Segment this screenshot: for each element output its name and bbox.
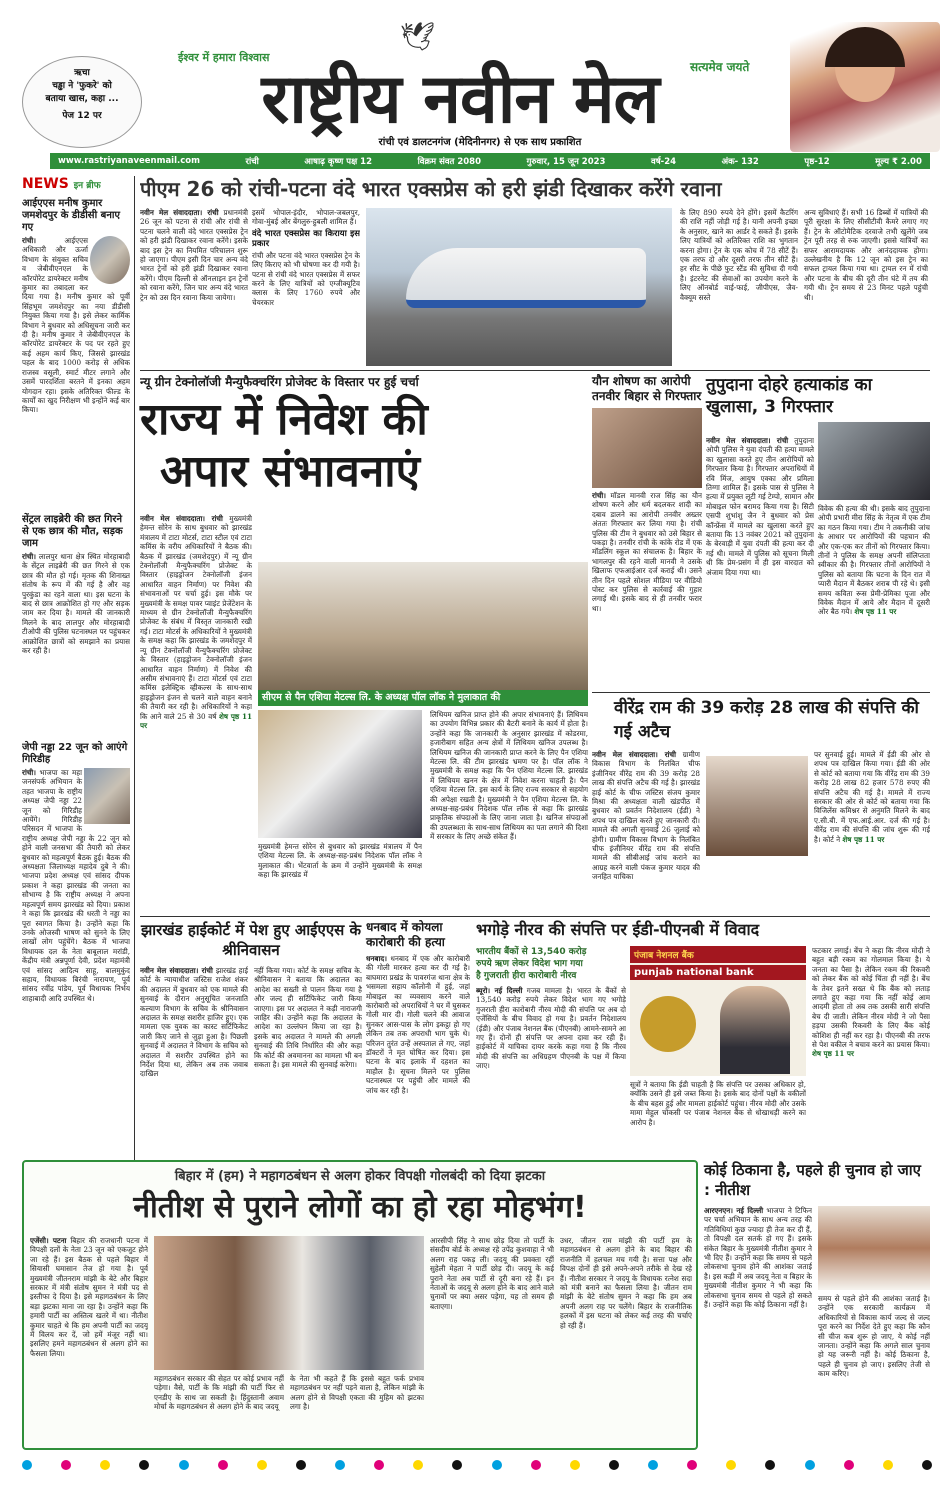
tanveer-body: रांची। मॉडल मानवी राज सिंह का यौन शोषण करने और धर्म बदलकर शादी का दबाव डालने का आरोपी तनवीर अख्तर अंततः गिरफ्तार कर लिया गया है। रांची पुलिस की टीम ने बुधवार को उसे बिहार से पकड़ा है। तनवीर रांची के कांके रोड में एक मॉडलिंग स्कूल का संचालक है। बिहार के भागलपुर की रहने वाली मानवी ने उसके खिलाफ एफआईआर दर्ज कराई थी। उसने तीन दिन पहले सोशल मीडिया पर वीडियो पोस्ट कर पुलिस से कार्रवाई की गुहार लगाई थी। इसके बाद से ही तनवीर फरार था।: [592, 491, 702, 613]
hc-ias-col1: नवीन मेल संवाददाता। रांची झारखंड हाई कोर्ट के न्यायाधीश जस्टिस राजेश शंकर की अदालत में बुधवार को एक मामले की सुनवाई के दौरान अनुसूचित जनजाति कल्याण विभाग के सचिव के श्रीनिवासन अदालत के समक्ष सशरीर हाजिर हुए। एक मामला एक युवक का कास्ट सर्टिफिकेट जारी किए जाने से जुड़ा हुआ है। पिछली सुनवाई में अदालत ने विभाग के सचिव को अदालत में सशरीर उपस्थित होने का निर्देश दिया था, लेकिन अब तक जवाब दाखिल: [140, 966, 248, 1079]
meeting-caption: सीएम से पैन एशिया मेटल्स लि. के अध्यक्ष पॉल लॉक ने मुलाकात की: [258, 690, 588, 706]
tagline-right: सत्यमेव जयते: [690, 60, 750, 74]
nitish-headline: नीतीश से पुराने लोगों का हो रहा मोहभंग!: [133, 1190, 587, 1225]
brief-item[interactable]: [22, 514, 130, 738]
nitish-side-story[interactable]: [704, 1160, 930, 1450]
samvat: विक्रम संवत 2080: [417, 156, 482, 167]
issue-date: गुरुवार, 15 जून 2023: [526, 156, 606, 167]
lead-col4: अन्य सुविधाएं हैं। सभी 16 डिब्बों में यात्रियों की पूरी सुरक्षा के लिए सीसीटीवी कैमरे लगाए गए हैं। ट्रेन के ऑटोमैटिक दरवाजे तभी खुलेंगे जब ट्रेन पूरी तरह से रुक जाएगी। इससे यात्रियों का सफर आरामदायक और आनंददायक होगा। उल्लेखनीय है कि 12 जून को इस ट्रेन का सफल ट्रायल किया गया था। ट्रायल रन में रांची और पटना के बीच की दूरी तीन घंटे में तय की गयी थी। ट्रेन समय से 23 मिनट पहले पहुंची थी।: [804, 208, 928, 302]
lead-story[interactable]: [140, 176, 930, 368]
accused-photo: [818, 422, 930, 500]
nirav-col2: सूत्रों ने बताया कि ईडी चाहती है कि संपत्ति पर उसका अधिकार हो, क्योंकि उसने ही इसे जब्त किया है। इसके बाद दोनों पक्षों के वकीलों के बीच बहस हुई और मामला हाईकोर्ट पहुंचा। नीरव मोदी और उसके मामा मेहुल चोकसी पर पंजाब नेशनल बैंक से धोखाधड़ी करने का आरोप है।: [630, 1080, 806, 1127]
price: मूल्य ₹ 2.00: [875, 156, 922, 167]
nitish-side-col2: समय से पहले होने की आशंका जताई है। उन्होंने एक सरकारी कार्यक्रम में अधिकारियों से विकास कार्य जल्द से जल्द पूरा करने का निर्देश देते हुए कहा कि कौन सी चीज कब शुरू हो जाए, ये कोई नहीं जानता। उन्होंने कहा कि अगले साल चुनाव हो यह जरूरी नहीं है। कोई ठिकाना है, पहले ही चुनाव हो जाए। इसलिए तेजी से काम करिए।: [818, 1294, 930, 1379]
tupudana-headline: तुपुदाना दोहरे हत्याकांड का खुलासा, 3 गिरफ्तार: [706, 375, 873, 417]
page-count: पृष्ठ-12: [804, 156, 830, 167]
nitish-side-photo: [818, 1206, 930, 1290]
nitish-col4: आरसीपी सिंह ने साथ छोड़ दिया तो पार्टी के संसदीय बोर्ड के अध्यक्ष रहे उपेंद्र कुशवाहा ने भी अलग राह पकड़ ली। जदयू की प्रवक्ता रहीं सुहेली मेहता ने पार्टी छोड़ दी। जदयू के कई पुराने नेता अब पार्टी से दूरी बना रहे हैं। इन नेताओं के जदयू से अलग होने के बाद आने वाले चुनावों पर क्या असर पड़ेगा, यह तो समय ही बताएगा।: [430, 1236, 554, 1311]
teaser-name: ऋचा: [74, 68, 90, 78]
pnb-sign: punjab national bank: [630, 965, 806, 980]
investment-headline-1: राज्य में निवेश की: [140, 394, 428, 445]
pnb-hindi-sign: पंजाब नेशनल बैंक: [630, 946, 806, 963]
virendra-story[interactable]: [592, 696, 930, 912]
meeting-photo: [258, 562, 588, 690]
lead-col3: के लिए 890 रुपये देने होंगे। इसमें कैटरिंग की राशि नहीं जोड़ी गई है। यानी अपनी इच्छा के अनुसार, खाने का आर्डर दे सकते हैं। इसके लिए यात्रियों को अतिरिक्त राशि का भुगतान करना होगा। ट्रेन के एक कोच में 78 सीटें हैं। एक तरफ दो और दूसरी तरफ तीन सीटें हैं। हर सीट के पीछे फुट स्टैंड की सुविधा दी गयी है। इंटरनेट की सेवाओं का उपयोग करने के लिए ऑनबोर्ड वाई-फाई, जीपीएस, जैव-वैक्यूम सस्ते: [680, 208, 798, 302]
edition-city: रांची: [245, 156, 259, 167]
handshake-photo: [258, 710, 422, 838]
dhanbad-body: धनबाद। धनबाद में एक और कारोबारी की गोली मारकर हत्या कर दी गई है। बाघमारा प्रखंड के पावरगंज थाना क्षेत्र के भसमला सहाय कॉलोनी में हुई, जहां मोबाइल का व्यवसाय करने वाले कारोबारी को अपराधियों ने घर में घुसकर गोली मार दी। गोली चलने की आवाज सुनकर आस-पास के लोग इकट्ठा हो गए लेकिन तब तक अपराधी भाग चुके थे। परिजन तुरंत उन्हें अस्पताल ले गए, जहां डॉक्टरों ने मृत घोषित कर दिया। इस घटना के बाद इलाके में दहशत का माहौल है। सूचना मिलने पर पुलिस घटनास्थल पर पहुंची और मामले की जांच कर रही है।: [366, 954, 470, 1095]
tupudana-story[interactable]: [706, 374, 930, 690]
tanveer-photo: [592, 408, 702, 488]
brief-item[interactable]: [22, 198, 130, 510]
section-divider: [140, 370, 930, 371]
news-brief-column: [22, 176, 130, 1196]
celebrity-photo: [790, 22, 940, 152]
brief-item[interactable]: [22, 742, 130, 1196]
virendra-photo: [706, 756, 808, 856]
brief-headline: सेंट्रल लाइब्रेरी की छत गिरने से एक छात्र की मौत, सड़क जाम: [22, 514, 123, 549]
nitish-side-headline: कोई ठिकाना है, पहले ही चुनाव हो जाए : नीतीश: [704, 1161, 921, 1199]
tanveer-story[interactable]: [592, 374, 702, 690]
nirav-story[interactable]: [476, 920, 930, 1154]
handshake-caption: मुख्यमंत्री हेमन्त सोरेन से बुधवार को झारखंड मंत्रालय में पैन एशिया मेटल्स लि. के अध्यक्ष-सह-प्रबंध निदेशक पॉल लॉक ने मुलाकात की। भेंटवार्ता के क्रम में उन्होंने मुख्यमंत्री के समक्ष कहा कि झारखंड में: [258, 842, 422, 880]
year-number: वर्ष-24: [651, 156, 677, 167]
tupudana-col1: नवीन मेल संवाददाता। रांची तुपुदाना ओपी पुलिस ने युवा दंपती की हत्या मामले का खुलासा करते हुए तीन आरोपियों को गिरफ्तार किया है। गिरफ्तार अपराधियों में रवि मिंज, आयुष एक्का और प्रमिला तिग्गा शामिल हैं। इसके पास से पुलिस ने हत्या में प्रयुक्त लूटी गई टेम्पो, सामान और मोबाइल फोन बरामद किया गया है। सिटी एसपी शुभांशु जैन ने बुधवार को प्रेस कॉन्फ्रेंस में मामले का खुलासा करते हुए बताया कि 13 नवंबर 2021 को तुपुदाना के बेरवाड़ी में युवा दंपती की हत्या कर दी गई थी। मामले में पुलिस को सूचना मिली थी कि प्रेम-प्रसंग में ही इस वारदात को अंजाम दिया गया था।: [706, 436, 814, 577]
investment-col2: लिथियम खनिज प्राप्त होने की अपार संभावनाएं हैं। लिथियम का उपयोग विभिन्न प्रकार की बैटरी बनाने के कार्य में होता है। उन्होंने कहा कि जानकारी के अनुसार झारखंड में कोडरमा, हजारीबाग सहित अन्य क्षेत्रों में लिथियम खनिज उपलब्ध है। लिथियम खनिज की जानकारी प्राप्त करने के लिए पैन एशिया मेटल्स लि. की टीम झारखंड भ्रमण पर है। पॉल लॉक ने मुख्यमंत्री के समक्ष कहा कि पैन एशिया मेटल्स लि. झारखंड में लिथियम खनन के क्षेत्र में निवेश करना चाहती है। पैन एशिया मेटल्स लि. इस कार्य के लिए राज्य सरकार से सहयोग की अपेक्षा रखती है। मुख्यमंत्री ने पैन एशिया मेटल्स लि. के अध्यक्ष-सह-प्रबंध निदेशक पॉल लॉक से कहा कि झारखंड प्राकृतिक संपदाओं के लिए जाना जाता है। खनिज संपदाओं की उपलब्धता के साथ-साथ लिथियम का पता लगाने की दिशा में सरकार के लिए अच्छे संकेत हैं।: [430, 710, 588, 842]
nirav-kicker: भारतीय बैंकों से 13,540 करोड़ रुपये ऋण लेकर विदेश भाग गया है गुजराती हीरा कारोबारी नीरव: [476, 947, 587, 981]
train-photo: [366, 208, 672, 366]
nitish-col1: एजेंसी। पटना बिहार की राजधानी पटना में विपक्षी दलों के नेता 23 जून को एकजुट होने जा रहे हैं। इस बैठक से पहले बिहार में सियासी घमासान तेज हो गया है। पूर्व मुख्यमंत्री जीतनराम मांझी के बेटे और बिहार सरकार में मंत्री संतोष सुमन ने मंत्री पद से इस्तीफा दे दिया है। इसे महागठबंधन के लिए बड़ा झटका माना जा रहा है। उन्होंने कहा कि हमारी पार्टी का अस्तित्व खतरे में था। नीतीश कुमार चाहते थे कि हम अपनी पार्टी का जदयू में विलय कर दें, जो हमें मंजूर नहीं था। इसलिए हमने महागठबंधन से अलग होने का फैसला लिया।: [30, 1236, 148, 1358]
nitish-col2: महागठबंधन सरकार की सेहत पर कोई प्रभाव नहीं पड़ेगा। वैसे, पार्टी के कि मांझी की पार्टी फिर से एनडीए के साथ जा सकती है। हिंदुस्तानी अवाम मोर्चा के महागठबंधन से अलग होने के बाद जदयू: [154, 1374, 284, 1412]
nirav-col1: ब्यूरो। नई दिल्ली गजब मामला है। भारत के बैंकों से 13,540 करोड़ रुपये लेकर विदेश भाग गए भगोड़े गुजराती हीरा कारोबारी नीरव मोदी की संपत्ति पर अब दो एजेंसियों के बीच विवाद हो गया है। प्रवर्तन निदेशालय (ईडी) और पंजाब नेशनल बैंक (पीएनबी) आमने-सामने आ गए हैं। दोनों ही संपत्ति पर अपना दावा कर रही हैं। हाईकोर्ट में याचिका दायर करके कहा गया है कि नीरव मोदी की संपत्ति का अधिग्रहण पीएनबी के पक्ष में किया जाए।: [476, 986, 626, 1071]
hc-ias-story[interactable]: [140, 920, 362, 1154]
news-brief-label: NEWS इन ब्रीफ: [22, 176, 101, 192]
nitish-col3: के नेता भी कहते हैं कि इससे बहुत फर्क प्रभाव महागठबंधन पर नहीं पड़ने वाला है, लेकिन मांझी के अलग होने से विपक्षी एकता की मुहिम को झटका लगा है।: [290, 1374, 424, 1412]
brief-body: रांची। लालपुर थाना क्षेत्र स्थित मोरहाबादी के सेंट्रल लाइब्रेरी की छत गिरने से एक छात्र की मौत हो गई। मृतक की शिनाख्त संतोष के रूप में की गई है और वह पुरकुंडा का रहने वाला था। इस घटना के बाद से छात्र आक्रोशित हो गए और सड़क जाम कर दिया है। मामले की जानकारी मिलने के बाद लालपुर और मोरहाबादी टीओपी की पुलिस घटनास्थल पर पहुंचकर आक्रोशित छात्रों को समझाने का प्रयास कर रही है।: [22, 552, 130, 656]
tagline-left: ईश्वर में हमारा विश्वास: [178, 51, 270, 64]
nitish-col5: उधर, जीतन राम मांझी की पार्टी हम के महागठबंधन से अलग होने के बाद बिहार की राजनीति में हलचल मच गयी है। सत्ता पक्ष और विपक्ष दोनों ही इसे अपने-अपने तरीके से देख रहे हैं। नीतीश सरकार ने जदयू के विधायक रत्नेश सदा को मंत्री बनाने का फैसला लिया है। जीतन राम मांझी के बेटे संतोष सुमन ने कहा कि हम अब अपनी अलग राह पर चलेंगे। बिहार के राजनीतिक हलकों में इस घटना को लेकर कई तरह की चर्चाएं हो रही हैं।: [560, 1236, 692, 1330]
nirav-col3: फटकार लगाई। बेंच ने कहा कि नीरव मोदी ने बहुत बड़ी रकम का गोलमाल किया है। ये जनता का पैसा है। लेकिन रकम की रिकवरी को लेकर बैंक को कोई चिंता ही नहीं है। बेंच के तेवर इतने सख्त थे कि बैंक को लताड़ लगाते हुए कहा गया कि नहीं कोई आम आदमी होता तो अब तक उसकी सारी संपत्ति बेच दी जाती। लेकिन नीरव मोदी ने जो पैसा हड़पा उसकी रिकवरी के लिए बैंक कोई कोशिश ही नहीं कर रहा है। पीएनबी की तरफ से पेश वकील ने बचाव करने का प्रयास किया। शेष पृष्ठ 11 पर: [812, 946, 930, 1059]
masthead: [0, 0, 945, 152]
teaser-page: पेज 12 पर: [62, 111, 102, 121]
lead-headline: पीएम 26 को रांची-पटना वंदे भारत एक्सप्रेस को हरी झंडी दिखाकर करेंगे रवाना: [140, 177, 722, 201]
brief-headline: आईएएस मनीष कुमार जमशेदपुर के डीडीसी बनाए गए: [22, 198, 121, 233]
info-bar: [50, 153, 930, 169]
nirav-headline: भगोड़े नीरव की संपत्ति पर ईडी-पीएनबी में विवाद: [476, 920, 760, 939]
bird-icon: 🕊: [400, 20, 436, 53]
nitish-story[interactable]: [22, 1160, 698, 1450]
investment-col1: नवीन मेल संवाददाता। रांची मुख्यमंत्री हेमन्त सोरेन के साथ बुधवार को झारखंड मंत्रालय में टाटा मोटर्स, टाटा स्टील एवं टाटा कमिंस के वरीय अधिकारियों ने बैठक की। बैठक में झारखंड (जमशेदपुर) में न्यू ग्रीन टेक्नोलॉजी मैन्युफैक्चरिंग प्रोजेक्ट के विस्तार (हाइड्रोजन टेक्नोलॉजी इंजन आधारित वाहन निर्माण) पर निवेश की संभावनाओं पर चर्चा हुई। इस मौके पर मुख्यमंत्री के समक्ष पावर प्वाइंट प्रेजेंटेशन के माध्यम से ग्रीन टेक्नोलॉजी मैन्युफैक्चरिंग प्रोजेक्ट के संबंध में विस्तृत जानकारी रखी गई। टाटा मोटर्स के अधिकारियों ने मुख्यमंत्री के समक्ष कहा कि झारखंड के जमशेदपुर में न्यू ग्रीन टेक्नोलॉजी मैन्युफैक्चरिंग प्रोजेक्ट के विस्तार (हाइड्रोजन टेक्नोलॉजी इंजन आधारित वाहन निर्माण) में निवेश की असीम संभावनाएं हैं। टाटा मोटर्स एवं टाटा कमिंस इलेक्ट्रिक व्हीकल्स के साथ-साथ हाइड्रोजन इंजन से चलने वाले वाहन बनाने की तैयारी कर रही है। अधिकारियों ने कहा कि आने वाले 25 से 30 वर्ष शेष पृष्ठ 11 पर: [140, 514, 252, 730]
brief-photo: [84, 768, 130, 824]
dhanbad-story[interactable]: [366, 920, 470, 1154]
lead-col2: इसमें भोपाल-इंदौर, भोपाल-जबलपुर, गोवा-मुंबई और बेंगलुरु-हुबली शामिल हैं। वंदे भारत एक्सप्रेस का किराया इस प्रकार रांची और पटना वंदे भारत एक्सप्रेस ट्रेन के लिए किराए को भी घोषणा कर दी गयी है। पटना से रांची वंदे भारत एक्सप्रेस में सफर करने के लिए यात्रियों को एग्जीक्यूटिव क्लास के लिए 1760 रुपये और चेयरकार: [252, 208, 360, 307]
paper-subtitle: रांची एवं डालटनगंज (मेदिनीनगर) से एक साथ प्रकाशित: [378, 137, 582, 148]
virendra-col2: पर सुनवाई हुई। मामले में ईडी की ओर से शपथ पत्र दाखिल किया गया। ईडी की ओर से कोर्ट को बताया गया कि वीरेंद्र राम की 39 करोड़ 28 लाख 82 हजार 578 रुपए की संपत्ति अटैच की गई है। मामले में राज्य सरकार की ओर से कोर्ट को बताया गया कि विजिलेंस कमिश्नर से अनुमति मिलने के बाद ए.सी.बी. में एफ.आई.आर. दर्ज की गई है। वीरेंद्र राम की संपत्ति की जांच शुरू की गई है। कोर्ट ने शेष पृष्ठ 11 पर: [814, 750, 930, 844]
dhanbad-headline: धनबाद में कोयला कारोबारी की हत्या: [366, 920, 445, 949]
teaser-line1: चड्ढा ने 'फुकरे' को: [52, 81, 112, 91]
investment-kicker: न्यू ग्रीन टेक्नोलॉजी मैन्युफैक्चरिंग प्रोजेक्ट के विस्तार पर हुई चर्चा: [140, 375, 419, 389]
virendra-col1: नवीन मेल संवाददाता। रांची ग्रामीण विकास विभाग के निलंबित चीफ इंजीनियर वीरेंद्र राम की 39 करोड़ 28 लाख की संपत्ति अटैच की गई है। झारखंड हाई कोर्ट के चीफ जस्टिस संजय कुमार मिश्रा की अध्यक्षता वाली खंडपीठ में बुधवार को प्रवर्तन निदेशालय (ईडी) ने शपथ पत्र दाखिल करते हुए जानकारी दी। मामले की अगली सुनवाई 26 जुलाई को होगी। ग्रामीण विकास विभाग के निलंबित चीफ इंजीनियर वीरेंद्र राम की संपत्ति मामले की सीबीआई जांच कराने का आग्रह करने वाली पंकज कुमार यादव की जनहित याचिका: [592, 750, 700, 882]
website-link[interactable]: www.rastriyanaveenmail.com: [58, 156, 200, 166]
virendra-headline: वीरेंद्र राम की 39 करोड़ 28 लाख की संपत्ति की गई अटैच: [614, 698, 919, 742]
investment-headline-2: अपार संभावनाएं: [160, 446, 421, 497]
lead-subhead: वंदे भारत एक्सप्रेस का किराया इस प्रकार: [252, 228, 360, 249]
hc-ias-headline: झारखंड हाईकोर्ट में पेश हुए आईएएस के श्रीनिवासन: [140, 921, 362, 959]
brief-body: रांची। आईएएस अधिकारी और ऊर्जा विभाग के संयुक्त सचिव व जेबीवीएनएल के कॉरपोरेट डायरेक्टर मनीष कुमार का तबादला कर दिया गया है। मनीष कुमार को पूर्वी सिंहभूम जमशेदपुर का नया डीडीसी नियुक्त किया गया है। इसे लेकर कार्मिक विभाग ने बुधवार को अधिसूचना जारी कर दी है। मनीष कुमार ने जेबीवीएनएल के कॉरपोरेट डायरेक्टर के पद पर रहते हुए कई अहम कार्य किए, जिससे झारखंड पहल के बाद 1000 करोड़ से अधिक राजस्व वसूली, स्मार्ट मीटर लगाने और उसमें पारदर्शिता बरतने में इनका अहम योगदान रहा। इसके अतिरिक्त फील्ड के कार्यों का खुद निरीक्षण भी इन्होंने कई बार किया।: [22, 236, 130, 415]
print-color-marks: [22, 1458, 932, 1472]
column-divider: [134, 176, 135, 1196]
nitish-side-col1: आरएनएन। नई दिल्ली भाजपा ने टिफिन पर चर्चा अभियान के साथ अन्य तरह की गतिविधियां कुछ ज्यादा ही तेज कर दी हैं, तो विपक्षी दल सतर्क हो गए हैं। इसके संकेत बिहार के मुख्यमंत्री नीतीश कुमार ने भी दिए हैं। उन्होंने कहा कि समय से पहले लोकसभा चुनाव होने की आशंका जताई है। इस कड़ी में अब जदयू नेता व बिहार के मुख्यमंत्री नीतीश कुमार ने भी कहा कि लोकसभा चुनाव समय से पहले हो सकते हैं। उन्होंने कहा कि कोई ठिकाना नहीं है।: [704, 1206, 812, 1310]
section-divider: [592, 692, 930, 693]
nitish-kicker: बिहार में (हम) ने महागठबंधन से अलग होकर विपक्षी गोलबंदी को दिया झटका: [174, 1169, 546, 1184]
section-divider: [140, 916, 930, 917]
hindi-date: आषाढ़ कृष्ण पक्ष 12: [304, 156, 373, 167]
brief-photo: [90, 236, 130, 284]
tanveer-headline: यौन शोषण का आरोपी तनवीर बिहार से गिरफ्तार: [592, 374, 702, 403]
pnb-photo: [630, 946, 806, 1076]
tupudana-col2: विवेक की हत्या की थी। इसके बाद तुपुदाना ओपी प्रभारी मीरा सिंह के नेतृत्व में एक टीम का गठन किया गया। टीम ने तकनीकी जांच के आधार पर आरोपियों की पहचान की और एक-एक कर तीनों को गिरफ्तार किया। तीनों ने पुलिस के समक्ष अपनी संलिप्तता स्वीकार की है। गिरफ्तार तीनों आरोपियों ने पुलिस को बताया कि घटना के दिन रात में प्यारी मैदान में बैठकर शराब पी रहे थे। इसी समय कविता रूस प्रेमी-प्रेमिका पूजा और विवेक मैदान में आये और मैदान में दूसरी ओर बैठ गये। शेष पृष्ठ 11 पर: [818, 504, 930, 617]
issue-number: अंक- 132: [721, 156, 759, 167]
hc-ias-col2: नहीं किया गया। कोर्ट के समक्ष सचिव के. श्रीनिवासन ने बताया कि अदालत का आदेश का सख्ती से पालन किया गया है और जल्द ही सर्टिफिकेट जारी किया जाएगा। इस पर अदालत ने कड़ी नाराजगी जाहिर की। उन्होंने कहा कि अदालत के आदेश का उल्लंघन किया जा रहा है। इसके बाद अदालत ने मामले की अगली सुनवाई की तिथि निर्धारित की और कहा कि कोर्ट की अवमानना का मामला भी बन सकता है। इस मामले की सुनवाई करेगा।: [254, 966, 362, 1070]
teaser-box[interactable]: [22, 56, 142, 148]
brief-headline: जेपी नड्डा 22 जून को आएंगे गिरिडीह: [22, 742, 128, 765]
paper-title: राष्ट्रीय नवीन मेल: [261, 60, 659, 139]
lead-col1: नवीन मेल संवाददाता। रांची प्रधानमंत्री 26 जून को पटना से रांची और रांची से पटना चलने वाली वंदे भारत एक्सप्रेस ट्रेन को हरी झंडी दिखाकर रवाना करेंगे। इसके बाद इस ट्रेन का नियमित परिचालन शुरू हो जाएगा। पीएम इसी दिन चार अन्य वंदे भारत ट्रेनों को हरी झंडी दिखाकर रवाना करेंगे। पीएम दिल्ली से ऑनलाइन इन ट्रेनों को रवाना करेंगे, जिन चार अन्य वंदे भारत ट्रेन को उस दिन रवाना किया जायेगा।: [140, 208, 248, 302]
investment-story[interactable]: [140, 374, 588, 914]
brief-body: रांची। भाजपा का महा जनसंपर्क अभियान के तहत भाजपा के राष्ट्रीय अध्यक्ष जेपी नड्डा 22 जून को गिरिडीह आयेंगे। गिरिडीह परिसदन में भाजपा के राष्ट्रीय अध्यक्ष जेपी नड्डा के 22 जून को होने वाली जनसभा की तैयारी को लेकर बुधवार को महत्वपूर्ण बैठक हुई। बैठक की अध्यक्षता जिलाध्यक्ष महादेव दुबे ने की। भाजपा प्रदेश अध्यक्ष एवं सांसद दीपक प्रकाश ने कहा झारखंड की जनता का सौभाग्य है कि राष्ट्रीय अध्यक्ष ने अपना महत्वपूर्ण समय झारखंड को दिया। प्रकाश ने कहा कि झारखंड की धरती ने नड्डा का पूरा स्वागत किया है। उन्होंने कहा कि उनके ओजस्वी भाषण को सुनने के लिए लाखों लोग पहुंचेंगे। बैठक में भाजपा विधायक दल के नेता बाबूलाल मरांडी, केंद्रीय मंत्री अन्नपूर्णा देवी, प्रदेश महामंत्री एवं सांसद आदित्य साहू, बालमुकुंद सहाय, विधायक बिरंची नारायण, पूर्व सांसद रवींद्र पांडेय, पूर्व विधायक निर्भय शाहाबादी आदि उपस्थित थे।: [22, 768, 130, 1003]
teaser-line2: बताया खास, कहा ...: [45, 94, 119, 104]
nitish-photo: [154, 1236, 424, 1370]
